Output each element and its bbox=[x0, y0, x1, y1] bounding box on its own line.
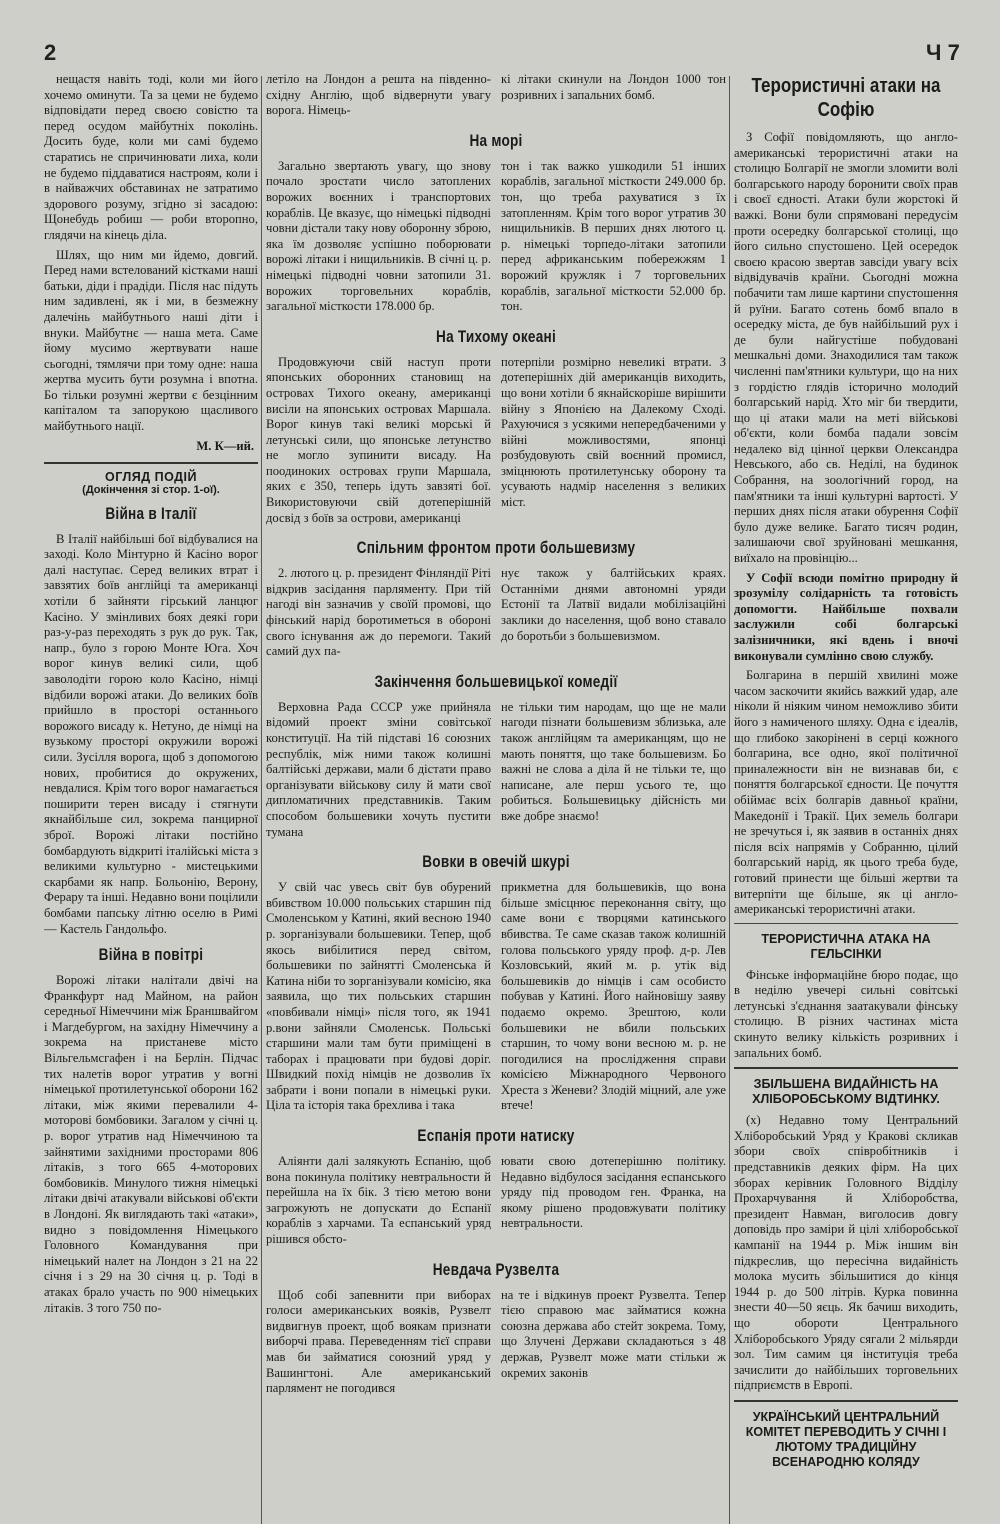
sea-headline: На морі bbox=[469, 130, 523, 150]
italy-text: В Італії найбільші бої відбувалися на заході. Коло Мінтурно й Касіно ворог далі наступає. Серед великих втрат і завзятих боїв англійці та американці хотіли б зайняти гірський ланцюг Касіно. У змінливих боях деякі гори раз-у-раз переходять з рук до рук. Так, напр., було з горою Монте Юга. Хоч ворог кинув великі сили, щоб заволодіти горою коло Касіно, німці відбили ворожі атаки. До великих боїв прийшло в просторі останнього ворожого висаду к. Нетуно, де німці на вузькому просторі окружили ворожі сили. Зусілля ворога, щоб з допомогою нових, пробитися до окружених, невдалися. Крім того ворог намагається поширити терен висаду і стягнути якнайбільше сил, зокрема панцирної зброї. Ворожі літаки постійно бомбардують відкриті італійські міста з великими культурно - мистецькими скарбами як напр. Больонію, Верону, Ферару та інші. Недавно вони поцілили бомбами папську літню оселю в Римі — Кастель Гандольфо. bbox=[44, 531, 258, 936]
wolves-text: У свій час увесь світ був обурений вбивством 10.000 польських старшин під Смоленськом у Катині, який весною 1940 р. зорганізували большевики. Тепер, щоб якось вибілитися перед світом, большевики по зайнятті Смоленська й Катина ніби то зорганізували комісію, яка заявила, що тих польських старшин «повбивали німці» після того, як 1941 р.вони зайняли Смоленськ. Польські старшини мали там бути приміщені в таборах і працювати при будові доріг. Швидкий похід німців не дозволив їх забрати і вони попали в німецькі руки. Ціла та історія така брехлива і така bbox=[266, 880, 491, 1113]
sofia-text: З Софії повідомляють, що англо-американські терористичні атаки на столицю Болгарії не змогли зломити волі болгарського народу боронити своїх прав і своєї єдності. Атаки були жорстокі й важкі. Вони були спрямовані передусім проти осередку болгарської столиці, що його сильно спустошено. Цей осередок своєю красою звертав завсіди увагу всіх відвідувачів країни. Сьогодні можна побачити там лише картини спустошення й руїни. Багато сотень бомб впало в осередку міста, де був найбільший рух і де були найгустіше побудовані мешкальні доми. Знаходилися там також численні пам'ятники культури, що на них з гордістю глядів історично молодий болгарський нарід. Хто міг би твердити, що ці атаки мали на меті військові об'єкти, коли бомба падали зовсім недалеко від цінної церкви Олександра Невського, або св. Неділі, на будинок Собрання, на зоологічний город, на пам'ятники та інші культурні вартості. У перших днях після атаки обурення Софії було дуже велике. Багато тисяч родин, залишаючи свої зруйновані мешкання, виїхало на провінцію... bbox=[734, 130, 958, 566]
common-front-text: 2. лютого ц. р. президент Фінляндії Ріті відкрив засідання парляменту. При тій нагоді він зазначив у своїй промові, що фінський нарід боротиметься в обороні свого існування аж до перемоги. Такий самий дух па- bbox=[266, 566, 491, 659]
sea-text: Загально звертають увагу, що знову почало зростати число затоплених ворожих воєнних і транспортових кораблів. Це вказує, що німецькі підводні човни дістали таку нову оборонну зброю, яка їм дозволяє успішно поборювати ворожі літаки і нищильників. В січні ц. р. німецькі підводні човни затопили 31. ворожих торговельних кораблів, загальної місткости 178.000 бр. bbox=[266, 158, 491, 314]
review-title: ОГЛЯД ПОДІЙ bbox=[104, 469, 198, 484]
comedy-headline: Закінчення большевицької комедії bbox=[374, 671, 618, 691]
air-war-headline: Війна в повітрі bbox=[98, 945, 204, 965]
sofia-text: У Софії всюди помітно природну й зрозумілу солідарність та готовість допомогти. Найбільше похвали заслужили собі болгарські залізничники, які вдень і вночі виконували сумлінно свою службу. bbox=[734, 570, 958, 663]
page-number-left: 2 bbox=[44, 40, 57, 65]
essay-paragraph: нещастя навіть тоді, коли ми його хочемо оминути. Та за цеми не будемо відповідати перед своєю совістю та перед осудом майбутніх поколінь. Досить буде, коли ми самі будемо старатись не спричинювати лиха, коли не будемо піддаватися настроям, коли і в найважчих обставинах не затратимо здорового розуму, згідно зі засадою: Щонебудь робиш — роби второпно, глядячи на кінець діла. bbox=[44, 72, 258, 242]
wolves-article bbox=[266, 880, 726, 1118]
page-number-right: Ч 7 bbox=[926, 40, 960, 65]
italy-headline: Війна в Італії bbox=[105, 503, 197, 523]
ucc-announcement: УКРАЇНСЬКИЙ ЦЕНТРАЛЬНИЙ КОМІТЕТ ПЕРЕВОДИТЬ У СІЧНІ І ЛЮТОМУ ТРАДИЦІЙНУ ВСЕНАРОДНЮ КОЛЯДУ bbox=[745, 1409, 947, 1469]
wolves-text: прикметна для большевиків, що вона більше змісцнює переконання світу, що саме вони є творцями катинського вбивства. Те саме сказав також колишній голова польського уряду проф. д-р. Лев Козловський, який м. р. утік від большевиків до німців і сам особисто побував у Катині. Його найновішу заяву подаємо окремо. Зрештою, коли большевики не вбили польських старшин, то чому вони весною м. р. не погодилися на прослідження справи комісією Міжнародного Червоного Хреста з Женеви? Злодій міцний, але уже втече! bbox=[501, 880, 726, 1113]
comedy-text: Верховна Рада СССР уже прийняла відомий проект зміни совітської конституції. На тій підставі 16 союзних республік, між ними також колишні балтійські держави, мали б дістати право організувати військову силу й мати свої дипломатичних представників. Таким способом большевики хочуть пустити тумана bbox=[266, 699, 491, 839]
left-column bbox=[44, 72, 258, 1320]
spain-article bbox=[266, 1154, 726, 1252]
roosevelt-text: на те і відкинув проект Рузвелта. Тепер тією справою має займатися кожна союзна держава або стейт зокрема. Тому, що Злучені Держави складаються з 48 держав, Рузвелт може мати стільки ж окремих законів bbox=[501, 1287, 726, 1380]
comedy-article bbox=[266, 700, 726, 844]
roosevelt-article bbox=[266, 1288, 726, 1401]
review-subtitle: (Докінчення зі стор. 1-ої). bbox=[82, 483, 220, 496]
roosevelt-headline: Невдача Рузвелта bbox=[432, 1259, 560, 1279]
pacific-text: потерпіли розмірно невеликі втрати. З дотеперішніх дій американців виходить, що вони хотіли б якнайскоріше вирішити війну з Японією на Далекому Сході. Рахуючися з усякими непередбаченими у війні можливостями, японці розбудовують свій воєнний промисл, зміцнюють протилетунську оборону та усувають надмір населення з великих міст. bbox=[501, 354, 726, 510]
comedy-text: не тільки тим народам, що ще не мали нагоди пізнати большевизм зблизька, але також англійцям та американцям, що не мають поняття, що таке большевизм. Бо важні не слова а діла й не тільки те, що написане, але перш усього те, що робиться. Большевицьку дійсність ми вже добре знаємо! bbox=[501, 699, 726, 823]
roosevelt-text: Щоб собі запевнити при виборах голоси американських вояків, Рузвелт видвигнув проект, щоб воякам признати виборчі права. Переведенням тієї справи мав би займатися союзний уряд у Вашингтоні. Але американський парлямент не погодився bbox=[266, 1287, 491, 1396]
pacific-article bbox=[266, 355, 726, 531]
divider bbox=[734, 1400, 958, 1402]
farm-text: (х) Недавно тому Центральний Хліборобський Уряд у Кракові скликав збори своїх співробітників і представників деяких фірм. На цих зборах керівник Головного Відділу Прохарчування й Хліборобства, президент Навман, виголосив довгу доповідь про заміри й цілі хліборобської кампанії на 1944 р. Між іншим він підкреслив, що пересічна видайність молока мусить збільшитися до кінця 1944 р. до 500 літрів. Курка повинна знести 40—50 яєць. Як бачиш виходить, що обороти Центрального Хліборобського Уряду сягали 2 мільярди зол. Тим самим ця інституція треба зачислити до найбільших торговельних підприємств в Европі. bbox=[734, 1113, 958, 1393]
air-war-text: Ворожі літаки налітали двічі на Франкфурт над Майном, на район середньої Німеччини між Браншвайгом і Магдебургом, на західну Німеччину а зокрема на пристаневе місто Вільгельмсгафен і на Берлін. Підчас тих налетів ворог утратив у вогні німецької протилетунської оборони 162 літаки, між якими перевалили 4-моторові бомбовики. Загалом у січні ц. р. ворог утратив над Німеччиною та зайнятими західними просторами 806 літаків, з того 665 4-моторових бомбовиків. Минулого тижня німецькі літаки двічі атакували військові об'єкти в Лондоні. Як виглядають такі «атаки», видно з повідомлення Німецького Головного Командування при німецький налет на Лондон з 21 на 22 січня і з 29 на 30 січня ц. р. Тоді в атаках брало участь по 900 німецьких літаків. З того 750 по- bbox=[44, 973, 258, 1315]
sofia-text: Болгарина в першій хвилині може часом заскочити якийсь важкий удар, але ніколи й ніяким чином неможливо збити його з намиченого шляху. Одна є ідеалів, що глибоко закорінені в серці кожного болгарина, все одно, якої політичної приналежности він не визнавав би, є поняття болгарської єдности. Це почуття обіймає всіх болгарів давньої країни, Македонії і Тракії. Цих земель болгари не зречуться і, як заявив в останніх днях після всіх напрямів у Собранню, цілий болгарський нарід, як цього треба буде, готовий принести ще більші жертви та витерпіти ще більше, як ці англо-американські терористичні атаки. bbox=[734, 668, 958, 917]
common-front-article bbox=[266, 566, 726, 664]
divider bbox=[734, 1067, 958, 1069]
column-rule bbox=[729, 76, 730, 1524]
right-column bbox=[734, 72, 958, 1476]
common-front-headline: Спільним фронтом проти большевизму bbox=[356, 538, 636, 558]
spain-text: ювати свою дотеперішню політику. Недавно відбулося засідання еспанського уряду під проводом ген. Франка, на якому рішено продовжувати політику невтральности. bbox=[501, 1154, 726, 1231]
farm-headline: ЗБІЛЬШЕНА ВИДАЙНІСТЬ НА ХЛІБОРОБСЬКОМУ ВІДТИНКУ. bbox=[752, 1077, 940, 1107]
sea-text: тон і так важко ушкодили 51 інших кораблів, загальної місткости 249.000 бр. тон, що треба рахуватися з їх затопленням. Крім того ворог утратив 30 нищильників. В перших днях лютого ц. р. німецькі торпедо-літаки затопили перед африканським побережжям 1 ворожий кружляк і 7 торговельних кораблів, загальної місткости 52.000 бр. тон. bbox=[501, 158, 726, 314]
divider bbox=[44, 462, 258, 464]
divider bbox=[734, 923, 958, 924]
essay-signature: М. К—ий. bbox=[196, 438, 254, 453]
continuation-text: летіло на Лондон а решта на південно-східну Англію, щоб відвернути увагу ворога. Німець- bbox=[266, 72, 491, 118]
spain-headline: Еспанія проти натиску bbox=[417, 1126, 575, 1146]
pacific-headline: На Тихому океані bbox=[436, 326, 556, 346]
essay-paragraph: Шлях, що ним ми йдемо, довгий. Перед нами встелований кістками наші батьки, діди і прадіди. Після нас підуть ним задивлені, як і ми, в безмежну далечінь майбутнього наші діти і внуки. Майбутнє — наша мета. Саме йому мусимо жертвувати наше сьогодні, тямлячи при тому одне: наша жертва мусить бути розумна і впотна. Бо тільки розумні жертви є безцінним капіталом та запорукою щасливого майбутнього нації. bbox=[44, 247, 258, 434]
sea-article bbox=[266, 159, 726, 319]
wolves-headline: Вовки в овечій шкурі bbox=[422, 852, 570, 872]
pacific-text: Продовжуючи свій наступ проти японських оборонних становищ на островах Тихого океану, американці висіли на японських островах Маршала. Ворог кинув такі великі морські й летунські сили, що японське летунство не могло зупинити висаду. На поодиноких островах групи Маршала, яких є 350, теперь ідуть завзяті бої. Використовуючи свій дотеперішній досвід з боїв за острови, американці bbox=[266, 354, 491, 525]
spain-text: Аліянти далі залякують Еспанію, щоб вона покинула політику невтральности й перейшла на їх бік. З тією метою вони загрожують не допускати до Еспанії кораблів з харчами. Та еспанський уряд рішився обсто- bbox=[266, 1154, 491, 1247]
column-rule bbox=[261, 76, 262, 1524]
helsinki-text: Фінське інформаційне бюро подає, що в неділю увечері сильні совітські летунські з'єднання заатакували фінську столицю. В різних частинах міста скинуто велику кількість розривних і запальних бомб. bbox=[734, 967, 958, 1060]
center-columns bbox=[266, 72, 726, 1401]
helsinki-headline: ТЕРОРИСТИЧНА АТАКА НА ГЕЛЬСІНКИ bbox=[761, 931, 931, 961]
continuation-text: кі літаки скинули на Лондон 1000 тон розривних і запальних бомб. bbox=[501, 72, 726, 102]
common-front-text: нує також у балтійських краях. Останніми днями автономні уряди Естонії та Латвії видали мобілізаційні заклики до населення, щоб воно ставало до боротьби з большевизмом. bbox=[501, 566, 726, 643]
article-continuation bbox=[266, 72, 726, 123]
sofia-headline: Терористичні атаки на Софію bbox=[751, 75, 941, 121]
